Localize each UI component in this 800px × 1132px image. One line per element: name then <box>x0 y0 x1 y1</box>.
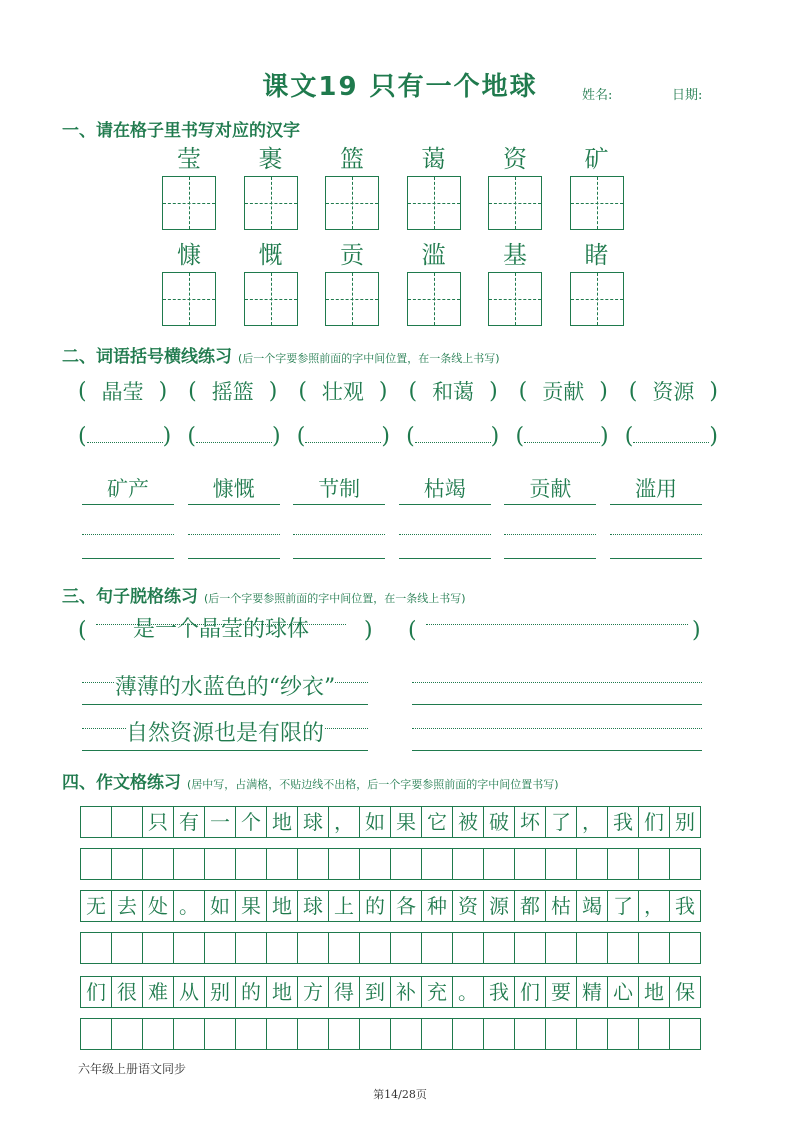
composition-blank-cell[interactable] <box>267 1019 298 1050</box>
composition-blank-cell[interactable] <box>174 1019 205 1050</box>
bracket-blank[interactable]: ( ) <box>515 424 609 449</box>
composition-blank-cell[interactable] <box>329 849 360 880</box>
tian-grid-box[interactable] <box>244 176 298 230</box>
bracket-blank-line <box>415 430 491 443</box>
composition-blank-cell[interactable] <box>174 849 205 880</box>
composition-blank-cell[interactable] <box>670 1019 701 1050</box>
char-cell <box>394 142 474 230</box>
composition-blank-cell[interactable] <box>422 933 453 964</box>
char-cell <box>475 238 555 326</box>
sentence-1 <box>96 614 346 646</box>
composition-blank-cell[interactable] <box>236 849 267 880</box>
composition-char-cell: 我 <box>484 977 515 1008</box>
composition-char-cell: ， <box>577 807 608 838</box>
composition-char-cell: ， <box>639 891 670 922</box>
section4-title: 四、作文格练习 <box>62 773 181 793</box>
composition-char-cell: 方 <box>298 977 329 1008</box>
composition-char-cell: 坏 <box>515 807 546 838</box>
tian-grid-box[interactable] <box>325 176 379 230</box>
composition-blank-cell[interactable] <box>391 849 422 880</box>
composition-blank-cell[interactable] <box>112 1019 143 1050</box>
tian-grid-box[interactable] <box>570 272 624 326</box>
composition-blank-cell[interactable] <box>298 849 329 880</box>
composition-grid-blank-1 <box>80 848 701 880</box>
line-word: 慷慨 <box>188 474 280 505</box>
char-text: 基 <box>503 241 527 269</box>
composition-char-cell: 处 <box>143 891 174 922</box>
line-word: 枯竭 <box>399 474 491 505</box>
composition-blank-cell[interactable] <box>515 849 546 880</box>
line-blank[interactable] <box>293 528 385 559</box>
line-word: 矿产 <box>82 474 174 505</box>
char-text: 裹 <box>258 145 283 173</box>
composition-blank-cell[interactable] <box>453 933 484 964</box>
char-cell <box>149 238 229 326</box>
composition-blank-cell[interactable] <box>484 933 515 964</box>
line-blank[interactable] <box>82 528 174 559</box>
composition-char-cell: 。 <box>174 891 205 922</box>
line-word: 节制 <box>293 474 385 505</box>
tian-grid-box[interactable] <box>162 272 216 326</box>
char-text: 莹 <box>177 145 201 173</box>
line-word: 滥用 <box>610 474 702 505</box>
composition-char-cell: 破 <box>484 807 515 838</box>
composition-blank-cell[interactable] <box>577 1019 608 1050</box>
bracket-word: ( 壮观 ) <box>298 376 387 406</box>
composition-char-cell: 种 <box>422 891 453 922</box>
sentence-3-text: 自然资源也是有限的 <box>125 721 324 746</box>
bracket-blank-line <box>633 430 709 443</box>
bracket-blank[interactable]: ( ) <box>296 424 390 449</box>
composition-char-cell: 竭 <box>577 891 608 922</box>
composition-char-cell: 上 <box>329 891 360 922</box>
composition-char-cell: 资 <box>453 891 484 922</box>
bracket-word: ( 晶莹 ) <box>78 376 167 406</box>
bracket-blank[interactable]: ( ) <box>624 424 718 449</box>
bracket-blank[interactable]: ( ) <box>187 424 281 449</box>
sentence-3 <box>82 718 368 751</box>
composition-char-cell: 。 <box>453 977 484 1008</box>
composition-blank-cell[interactable] <box>484 1019 515 1050</box>
bracket-word-text: 壮观 <box>321 380 364 404</box>
composition-blank-cell[interactable] <box>608 933 639 964</box>
composition-blank-cell[interactable] <box>639 849 670 880</box>
char-text: 蔼 <box>421 145 446 173</box>
composition-char-cell: 我 <box>670 891 701 922</box>
composition-char-cell: 保 <box>670 977 701 1008</box>
line-blank[interactable] <box>610 528 702 559</box>
composition-blank-cell[interactable] <box>453 849 484 880</box>
bracket-word-row <box>78 376 718 406</box>
composition-char-cell: 们 <box>81 977 112 1008</box>
char-cell <box>149 142 229 230</box>
composition-char-cell: 精 <box>577 977 608 1008</box>
composition-char-cell: 我 <box>608 807 639 838</box>
section3-note: (后一个字要参照前面的字中间位置，在一条线上书写) <box>204 592 466 605</box>
section3-heading <box>62 582 466 607</box>
sentence-empty-2 <box>412 672 702 705</box>
composition-grid-3 <box>80 976 701 1008</box>
composition-char-cell: 只 <box>143 807 174 838</box>
bracket-blank[interactable]: ( ) <box>78 424 172 449</box>
composition-char-cell: 要 <box>546 977 577 1008</box>
date-label: 日期: <box>672 88 703 103</box>
composition-char-cell: 球 <box>298 891 329 922</box>
sentence-2 <box>82 672 368 705</box>
char-cell <box>557 238 637 326</box>
composition-blank-cell[interactable] <box>81 933 112 964</box>
composition-char-cell: 源 <box>484 891 515 922</box>
char-text: 贡 <box>340 241 364 269</box>
tian-grid-box[interactable] <box>488 176 542 230</box>
bracket-word-text: 资源 <box>652 380 695 404</box>
composition-blank-cell[interactable] <box>546 849 577 880</box>
composition-char-cell: 们 <box>639 807 670 838</box>
tian-grid-box[interactable] <box>570 176 624 230</box>
composition-char-cell: 都 <box>515 891 546 922</box>
composition-char-cell: 的 <box>236 977 267 1008</box>
composition-blank-cell[interactable] <box>81 1019 112 1050</box>
composition-char-cell: 充 <box>422 977 453 1008</box>
composition-blank-cell[interactable] <box>453 1019 484 1050</box>
section2-note: (后一个字要参照前面的字中间位置，在一条线上书写) <box>238 352 500 365</box>
composition-blank-cell[interactable] <box>298 1019 329 1050</box>
composition-blank-cell[interactable] <box>81 849 112 880</box>
char-cell <box>312 238 392 326</box>
composition-char-cell: 去 <box>112 891 143 922</box>
composition-blank-cell[interactable] <box>329 1019 360 1050</box>
page-title: 课文19 只有一个地球 <box>262 72 538 102</box>
bracket-blank[interactable]: ( ) <box>406 424 500 449</box>
composition-grid-2 <box>80 890 701 922</box>
sentence-bracket-2-close: ) <box>692 618 701 643</box>
composition-blank-cell[interactable] <box>577 849 608 880</box>
composition-char-cell: 无 <box>81 891 112 922</box>
composition-char-cell: 一 <box>205 807 236 838</box>
composition-char-cell: 有 <box>174 807 205 838</box>
line-blank[interactable] <box>399 528 491 559</box>
bracket-word-text: 摇篮 <box>211 380 254 404</box>
section4-note: (居中写，占满格，不贴边线不出格，后一个字要参照前面的字中间位置书写) <box>187 778 559 791</box>
section1-heading: 一、请在格子里书写对应的汉字 <box>62 121 300 141</box>
sentence-empty-1 <box>426 614 688 646</box>
composition-blank-cell[interactable] <box>670 933 701 964</box>
composition-blank-cell[interactable] <box>608 1019 639 1050</box>
composition-char-cell: 地 <box>267 807 298 838</box>
char-cell <box>312 142 392 230</box>
composition-char-cell: 到 <box>360 977 391 1008</box>
composition-char-cell: 地 <box>267 891 298 922</box>
composition-blank-cell[interactable] <box>298 933 329 964</box>
composition-char-cell: 们 <box>515 977 546 1008</box>
line-empty-row <box>82 528 702 559</box>
composition-blank-cell[interactable] <box>143 849 174 880</box>
composition-blank-cell[interactable] <box>515 933 546 964</box>
composition-char-cell: 果 <box>391 807 422 838</box>
bracket-word-text: 贡献 <box>542 380 585 404</box>
composition-char-cell: 个 <box>236 807 267 838</box>
composition-blank-cell[interactable] <box>360 849 391 880</box>
composition-char-cell: 它 <box>422 807 453 838</box>
composition-blank-cell[interactable] <box>422 1019 453 1050</box>
composition-char-cell: 难 <box>143 977 174 1008</box>
char-text: 慨 <box>258 241 283 269</box>
char-cell <box>394 238 474 326</box>
char-cell <box>557 142 637 230</box>
bracket-blank-line <box>87 430 163 443</box>
bracket-blank-line <box>524 430 600 443</box>
composition-blank-cell[interactable] <box>639 1019 670 1050</box>
composition-blank-cell[interactable] <box>391 1019 422 1050</box>
composition-char-cell: 得 <box>329 977 360 1008</box>
sentence-1-text: 是一个晶莹的球体 <box>129 617 313 642</box>
bracket-word-text: 和蔼 <box>432 380 475 404</box>
line-word: 贡献 <box>504 474 596 505</box>
composition-char-cell: 如 <box>360 807 391 838</box>
composition-char-cell: 球 <box>298 807 329 838</box>
char-text: 睹 <box>584 241 609 269</box>
composition-char-cell: 别 <box>205 977 236 1008</box>
page-number: 第14/28页 <box>373 1088 427 1101</box>
composition-blank-cell[interactable] <box>143 1019 174 1050</box>
bracket-word: ( 和蔼 ) <box>408 376 497 406</box>
composition-char-cell: 地 <box>267 977 298 1008</box>
sentence-2-text: 薄薄的水蓝色的“纱衣” <box>114 675 336 700</box>
composition-char-cell: 很 <box>112 977 143 1008</box>
composition-blank-cell[interactable] <box>205 1019 236 1050</box>
char-cell <box>231 238 311 326</box>
line-blank[interactable] <box>504 528 596 559</box>
sentence-empty-3 <box>412 718 702 751</box>
tian-grid-box[interactable] <box>244 272 298 326</box>
composition-char-cell <box>112 807 143 838</box>
section2-heading <box>62 342 500 367</box>
composition-char-cell: 枯 <box>546 891 577 922</box>
composition-blank-cell[interactable] <box>329 933 360 964</box>
composition-blank-cell[interactable] <box>577 933 608 964</box>
composition-blank-cell[interactable] <box>143 933 174 964</box>
composition-blank-cell[interactable] <box>391 933 422 964</box>
char-text: 篮 <box>340 145 364 173</box>
composition-blank-cell[interactable] <box>639 933 670 964</box>
bracket-word: ( 资源 ) <box>629 376 718 406</box>
composition-blank-cell[interactable] <box>484 849 515 880</box>
section3-title: 三、句子脱格练习 <box>62 587 198 607</box>
composition-blank-cell[interactable] <box>267 933 298 964</box>
char-text: 矿 <box>584 145 609 173</box>
composition-char-cell <box>81 807 112 838</box>
composition-char-cell: 别 <box>670 807 701 838</box>
char-text: 滥 <box>421 241 446 269</box>
char-text: 慷 <box>177 241 201 269</box>
composition-blank-cell[interactable] <box>546 933 577 964</box>
composition-blank-cell[interactable] <box>112 933 143 964</box>
composition-blank-cell[interactable] <box>360 933 391 964</box>
composition-blank-cell[interactable] <box>205 933 236 964</box>
bracket-word: ( 贡献 ) <box>519 376 608 406</box>
bracket-blank-line <box>305 430 381 443</box>
char-cell <box>231 142 311 230</box>
sentence-bracket-2: ( <box>408 618 417 643</box>
tian-grid-box[interactable] <box>407 272 461 326</box>
line-blank[interactable] <box>188 528 280 559</box>
composition-blank-cell[interactable] <box>236 933 267 964</box>
line-word-row <box>82 474 702 505</box>
composition-blank-cell[interactable] <box>515 1019 546 1050</box>
bracket-blank-line <box>196 430 272 443</box>
composition-blank-cell[interactable] <box>236 1019 267 1050</box>
section4-heading <box>62 768 559 793</box>
tian-grid-box[interactable] <box>407 176 461 230</box>
name-label: 姓名: <box>582 88 613 103</box>
composition-char-cell: 如 <box>205 891 236 922</box>
composition-char-cell: 被 <box>453 807 484 838</box>
composition-blank-cell[interactable] <box>112 849 143 880</box>
composition-grid-blank-2 <box>80 932 701 964</box>
composition-blank-cell[interactable] <box>546 1019 577 1050</box>
bracket-word-text: 晶莹 <box>101 380 144 404</box>
sentence-bracket-1-close: ) <box>364 618 373 643</box>
composition-grid-blank-3 <box>80 1018 701 1050</box>
composition-char-cell: 了 <box>546 807 577 838</box>
composition-char-cell: 补 <box>391 977 422 1008</box>
composition-char-cell: ， <box>329 807 360 838</box>
composition-blank-cell[interactable] <box>174 933 205 964</box>
composition-char-cell: 果 <box>236 891 267 922</box>
composition-blank-cell[interactable] <box>608 849 639 880</box>
tian-grid-box[interactable] <box>488 272 542 326</box>
composition-char-cell: 各 <box>391 891 422 922</box>
footer-text: 六年级上册语文同步 <box>78 1062 187 1076</box>
char-text: 资 <box>503 145 527 173</box>
bracket-word: ( 摇篮 ) <box>188 376 277 406</box>
char-cell <box>475 142 555 230</box>
composition-char-cell: 地 <box>639 977 670 1008</box>
tian-grid-box[interactable] <box>325 272 379 326</box>
composition-blank-cell[interactable] <box>422 849 453 880</box>
bracket-empty-row <box>78 424 718 449</box>
composition-blank-cell[interactable] <box>267 849 298 880</box>
tian-grid-box[interactable] <box>162 176 216 230</box>
composition-blank-cell[interactable] <box>205 849 236 880</box>
composition-char-cell: 了 <box>608 891 639 922</box>
composition-blank-cell[interactable] <box>360 1019 391 1050</box>
composition-char-cell: 从 <box>174 977 205 1008</box>
section2-title: 二、词语括号横线练习 <box>62 347 232 367</box>
composition-blank-cell[interactable] <box>670 849 701 880</box>
composition-grid-1 <box>80 806 701 838</box>
sentence-bracket-1: ( <box>78 618 87 643</box>
composition-char-cell: 心 <box>608 977 639 1008</box>
composition-char-cell: 的 <box>360 891 391 922</box>
